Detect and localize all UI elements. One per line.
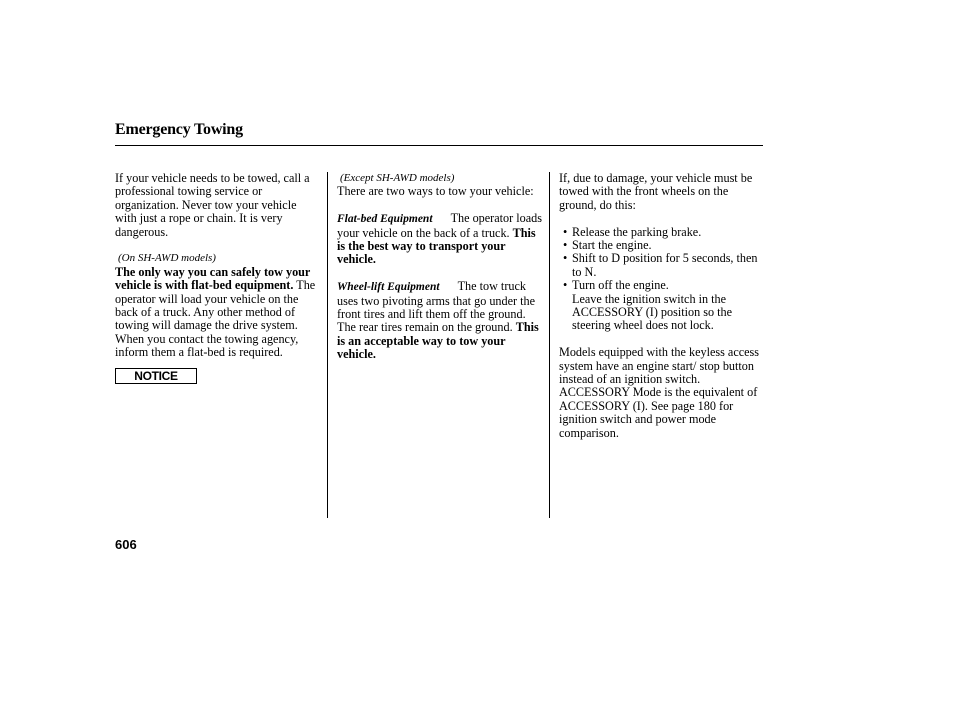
column-2 bbox=[337, 172, 543, 362]
wheellift-text: The tow truck uses two pivoting arms that go under the front tires and lift them off the ground. The rear tires remain on the ground. bbox=[337, 279, 536, 335]
list-item: • Release the parking brake. bbox=[559, 226, 763, 239]
flatbed-text: The operator loads your vehicle on the back of a truck. bbox=[337, 211, 542, 240]
keyless-note: Models equipped with the keyless access system have an engine start/ stop button instead of an ignition switch. ACCESSORY Mode is the equivalent of ACCESSORY (I). See page 180 for ignition switch and power mode comparison. bbox=[559, 345, 760, 440]
flatbed-bold-lead: The only way you can safely tow your vehicle is with flat-bed equipment. bbox=[115, 264, 311, 293]
except-sh-awd-note: (Except SH-AWD models) bbox=[340, 172, 455, 184]
section-title: Emergency Towing bbox=[115, 121, 243, 138]
title-rule bbox=[115, 145, 763, 146]
column-3 bbox=[559, 172, 763, 440]
towing-steps-list bbox=[559, 226, 763, 293]
list-item: • Turn off the engine. bbox=[559, 279, 763, 292]
column-1 bbox=[115, 172, 321, 384]
list-item: • Shift to D position for 5 seconds, then to N. bbox=[559, 252, 763, 279]
list-item: • Start the engine. bbox=[559, 239, 763, 252]
ignition-followup: Leave the ignition switch in the ACCESSORY (I) position so the steering wheel does not lock. bbox=[572, 291, 733, 333]
flatbed-heading: Flat-bed Equipment bbox=[337, 213, 433, 226]
flatbed-best-way: This is the best way to transport your vehicle. bbox=[337, 225, 536, 267]
front-wheels-intro: If, due to damage, your vehicle must be towed with the front wheels on the ground, do this: bbox=[559, 171, 753, 212]
column-divider-1 bbox=[327, 172, 328, 518]
wheellift-heading: Wheel-lift Equipment bbox=[337, 281, 440, 294]
two-ways-intro: There are two ways to tow your vehicle: bbox=[337, 184, 534, 199]
flatbed-body: The operator will load your vehicle on the back of a truck. Any other method of towing will damage the drive system. When you contact the towing agency, inform them a flat-bed is required. bbox=[115, 278, 316, 360]
towing-intro: If your vehicle needs to be towed, call a professional towing service or organization. Never tow your vehicle with just a rope or chain. It is very dangerous. bbox=[115, 171, 310, 239]
wheellift-paragraph bbox=[337, 280, 543, 361]
wheellift-acceptable: This is an acceptable way to tow your vehicle. bbox=[337, 320, 539, 362]
flatbed-paragraph bbox=[337, 212, 543, 267]
notice-label: NOTICE bbox=[115, 368, 197, 384]
page-number: 606 bbox=[115, 537, 137, 552]
sh-awd-note: (On SH-AWD models) bbox=[118, 252, 216, 265]
column-divider-2 bbox=[549, 172, 550, 518]
flatbed-requirement bbox=[115, 266, 321, 360]
